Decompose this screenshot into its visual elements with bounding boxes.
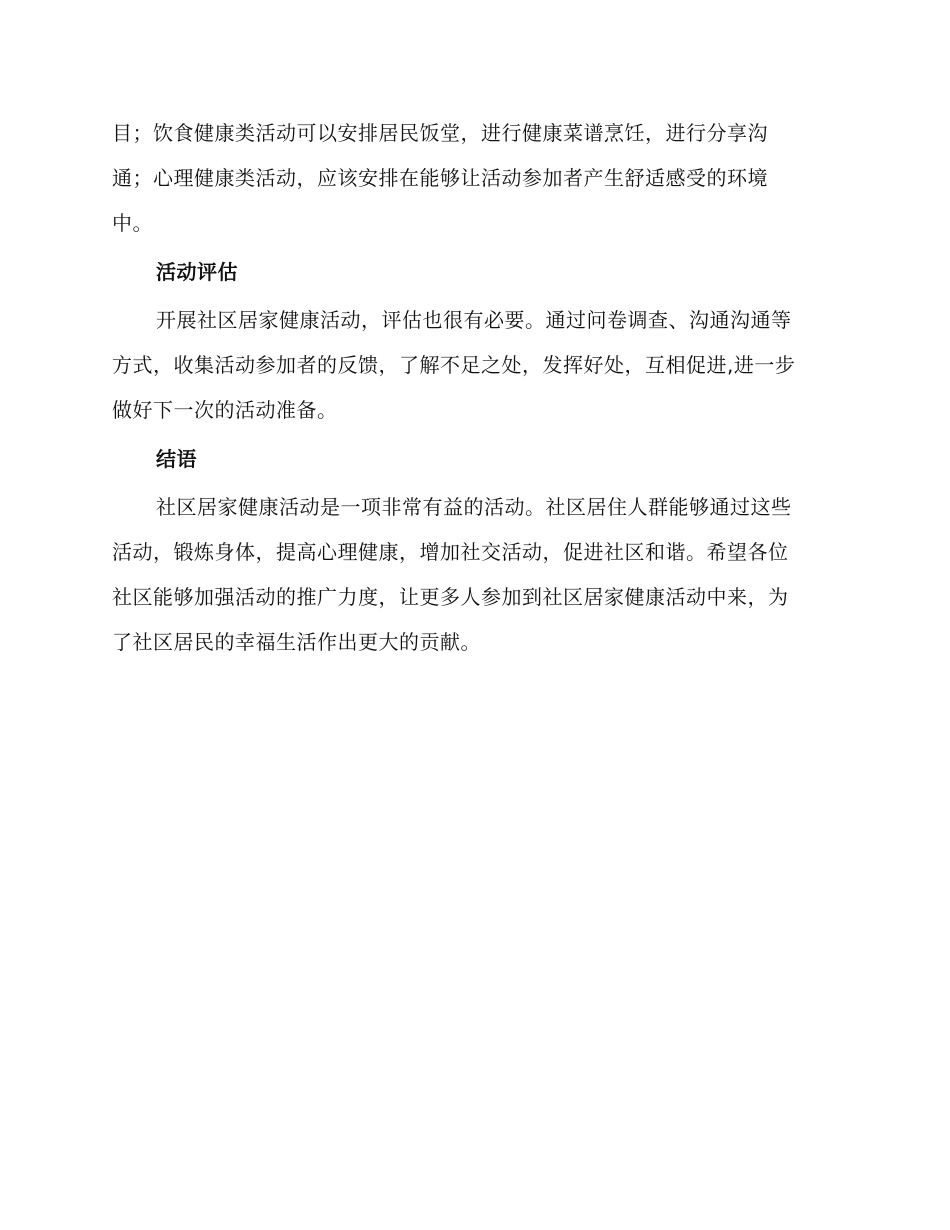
text-line: 社区能够加强活动的推广力度，让更多人参加到社区居家健康活动中来，为 <box>112 585 789 609</box>
text-line: 中。 <box>112 211 153 235</box>
paragraph-conclusion <box>112 485 838 665</box>
text-line: 社区居家健康活动是一项非常有益的活动。社区居住人群能够通过这些 <box>156 495 792 519</box>
text-line: 通；心理健康类活动，应该安排在能够让活动参加者产生舒适感受的环境 <box>112 166 768 190</box>
text-line: 了社区居民的幸福生活作出更大的贡献。 <box>112 630 481 654</box>
heading-conclusion: 结语 <box>156 447 197 471</box>
paragraph-activity-evaluation <box>112 298 838 433</box>
text-line: 做好下一次的活动准备。 <box>112 398 338 422</box>
text-line: 目；饮食健康类活动可以安排居民饭堂，进行健康菜谱烹饪，进行分享沟 <box>112 121 768 145</box>
text-line: 活动，锻炼身体，提高心理健康，增加社交活动，促进社区和谐。希望各位 <box>112 540 789 564</box>
paragraph-activity-types-continued <box>112 111 838 246</box>
heading-activity-evaluation: 活动评估 <box>156 260 238 284</box>
text-line: 开展社区居家健康活动，评估也很有必要。通过问卷调查、沟通沟通等 <box>156 308 792 332</box>
text-line: 方式，收集活动参加者的反馈，了解不足之处，发挥好处，互相促进,进一步 <box>112 353 796 377</box>
document-body <box>112 111 838 665</box>
